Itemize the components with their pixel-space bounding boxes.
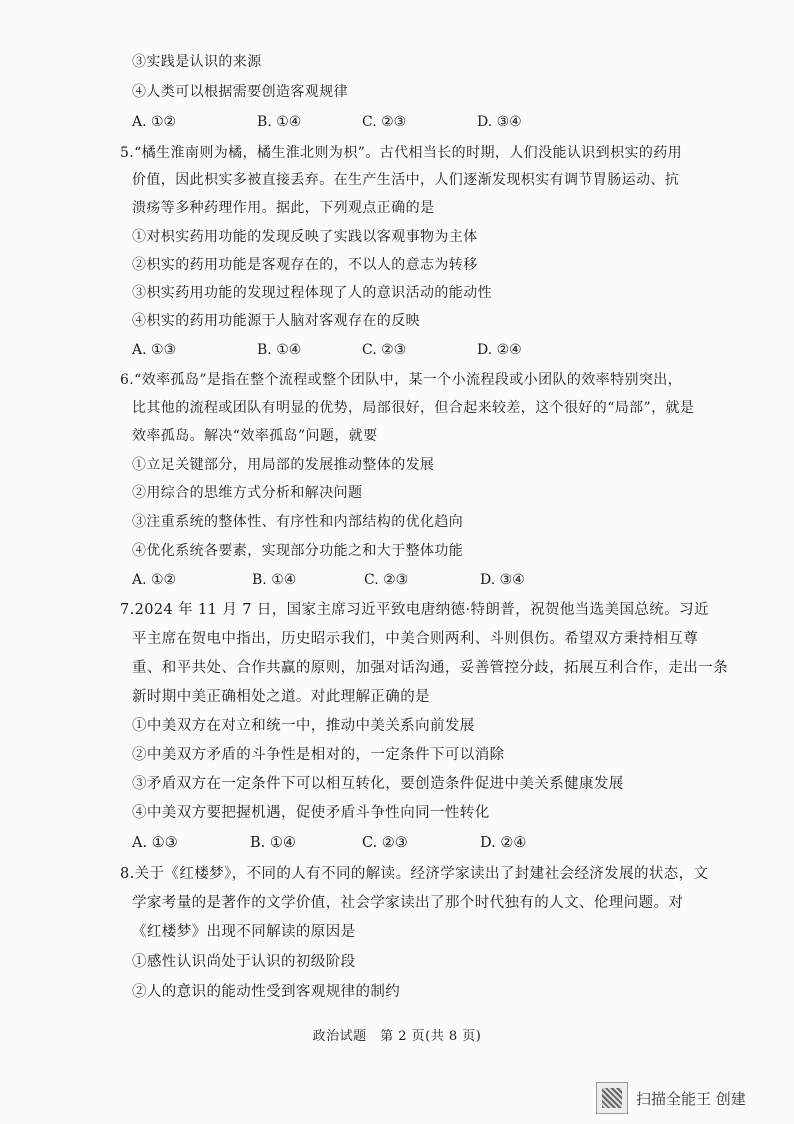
q6-choice-d: D. ③④ bbox=[480, 572, 525, 588]
scanner-watermark bbox=[596, 1082, 746, 1114]
q7-stem-line-1: 7.2024 年 11 月 7 日，国家主席习近平致电唐纳德·特朗普，祝贺他当选美国总统。习近 bbox=[120, 602, 709, 618]
q7-choice-b: B. ①④ bbox=[250, 835, 296, 851]
q7-option-4: ④中美双方要把握机遇，促使矛盾斗争性向同一性转化 bbox=[132, 805, 490, 821]
q6-option-3: ③注重系统的整体性、有序性和内部结构的优化趋向 bbox=[132, 514, 464, 530]
q7-stem-line-4: 新时期中美正确相处之道。对此理解正确的是 bbox=[132, 689, 430, 705]
q7-option-3: ③矛盾双方在一定条件下可以相互转化，要创造条件促进中美关系健康发展 bbox=[132, 776, 624, 792]
q5-stem-line-3: 溃疡等多种药理作用。据此，下列观点正确的是 bbox=[132, 200, 435, 216]
q5-option-4: ④枳实的药用功能源于人脑对客观存在的反映 bbox=[132, 313, 420, 329]
q5-stem-line-1: 5.“橘生淮南则为橘，橘生淮北则为枳”。古代相当长的时期，人们没能认识到枳实的药用 bbox=[120, 145, 683, 161]
q6-option-4: ④优化系统各要素，实现部分功能之和大于整体功能 bbox=[132, 543, 464, 559]
q6-choice-c: C. ②③ bbox=[364, 572, 409, 588]
q5-stem-line-2: 价值，因此枳实多被直接丢弃。在生产生活中，人们逐渐发现枳实有调节胃肠运动、抗 bbox=[132, 172, 680, 188]
q6-option-1: ①立足关键部分，用局部的发展推动整体的发展 bbox=[132, 457, 435, 473]
q5-option-3: ③枳实药用功能的发现过程体现了人的意识活动的能动性 bbox=[132, 285, 492, 301]
q8-option-2: ②人的意识的能动性受到客观规律的制约 bbox=[132, 984, 401, 1000]
q7-choice-a: A. ①③ bbox=[132, 835, 178, 851]
q6-option-2: ②用综合的思维方式分析和解决问题 bbox=[132, 485, 363, 501]
q5-option-2: ②枳实的药用功能是客观存在的，不以人的意志为转移 bbox=[132, 257, 478, 273]
q8-stem-line-3: 《红楼梦》出现不同解读的原因是 bbox=[132, 924, 356, 940]
q6-stem-line-3: 效率孤岛。解决“效率孤岛”问题，就要 bbox=[132, 428, 378, 444]
q7-choice-c: C. ②③ bbox=[362, 835, 408, 851]
q5-choice-a: A. ①③ bbox=[132, 342, 177, 358]
q7-option-1: ①中美双方在对立和统一中，推动中美关系向前发展 bbox=[132, 718, 475, 734]
q8-stem-line-1: 8.关于《红楼梦》，不同的人有不同的解读。经济学家读出了封建社会经济发展的状态，文 bbox=[120, 866, 709, 882]
page-footer: 政治试题 第 2 页(共 8 页) bbox=[312, 1029, 482, 1044]
qr-logo-icon bbox=[596, 1082, 628, 1114]
q6-choice-b: B. ①④ bbox=[252, 572, 297, 588]
q4-choice-b: B. ①④ bbox=[257, 114, 302, 130]
q4-choice-d: D. ③④ bbox=[477, 114, 522, 130]
q4-choice-c: C. ②③ bbox=[362, 114, 407, 130]
q4-option-4: ④人类可以根据需要创造客观规律 bbox=[132, 84, 348, 100]
q4-option-3: ③实践是认识的来源 bbox=[132, 54, 262, 70]
watermark-text: 扫描全能王 创建 bbox=[636, 1089, 746, 1108]
q6-stem-line-1: 6.“效率孤岛”是指在整个流程或整个团队中，某一个小流程段或小团队的效率特别突出， bbox=[120, 372, 683, 388]
q8-option-1: ①感性认识尚处于认识的初级阶段 bbox=[132, 954, 356, 970]
q5-choice-d: D. ②④ bbox=[477, 342, 522, 358]
q7-option-2: ②中美双方矛盾的斗争性是相对的，一定条件下可以消除 bbox=[132, 747, 505, 763]
q5-choice-b: B. ①④ bbox=[257, 342, 302, 358]
q7-stem-line-2: 平主席在贺电中指出，历史昭示我们，中美合则两利、斗则俱伤。希望双方秉持相互尊 bbox=[132, 631, 699, 647]
q5-option-1: ①对枳实药用功能的发现反映了实践以客观事物为主体 bbox=[132, 229, 478, 245]
q8-stem-line-2: 学家考量的是著作的文学价值，社会学家读出了那个时代独有的人文、伦理问题。对 bbox=[132, 895, 684, 911]
q5-choice-c: C. ②③ bbox=[362, 342, 407, 358]
q7-choice-d: D. ②④ bbox=[480, 835, 527, 851]
q6-choice-a: A. ①② bbox=[132, 572, 177, 588]
q4-choice-a: A. ①② bbox=[132, 114, 177, 130]
q6-stem-line-2: 比其他的流程或团队有明显的优势，局部很好，但合起来较差，这个很好的“局部”，就是 bbox=[132, 400, 695, 416]
q7-stem-line-3: 重、和平共处、合作共赢的原则，加强对话沟通，妥善管控分歧，拓展互利合作，走出一条 bbox=[132, 660, 728, 676]
